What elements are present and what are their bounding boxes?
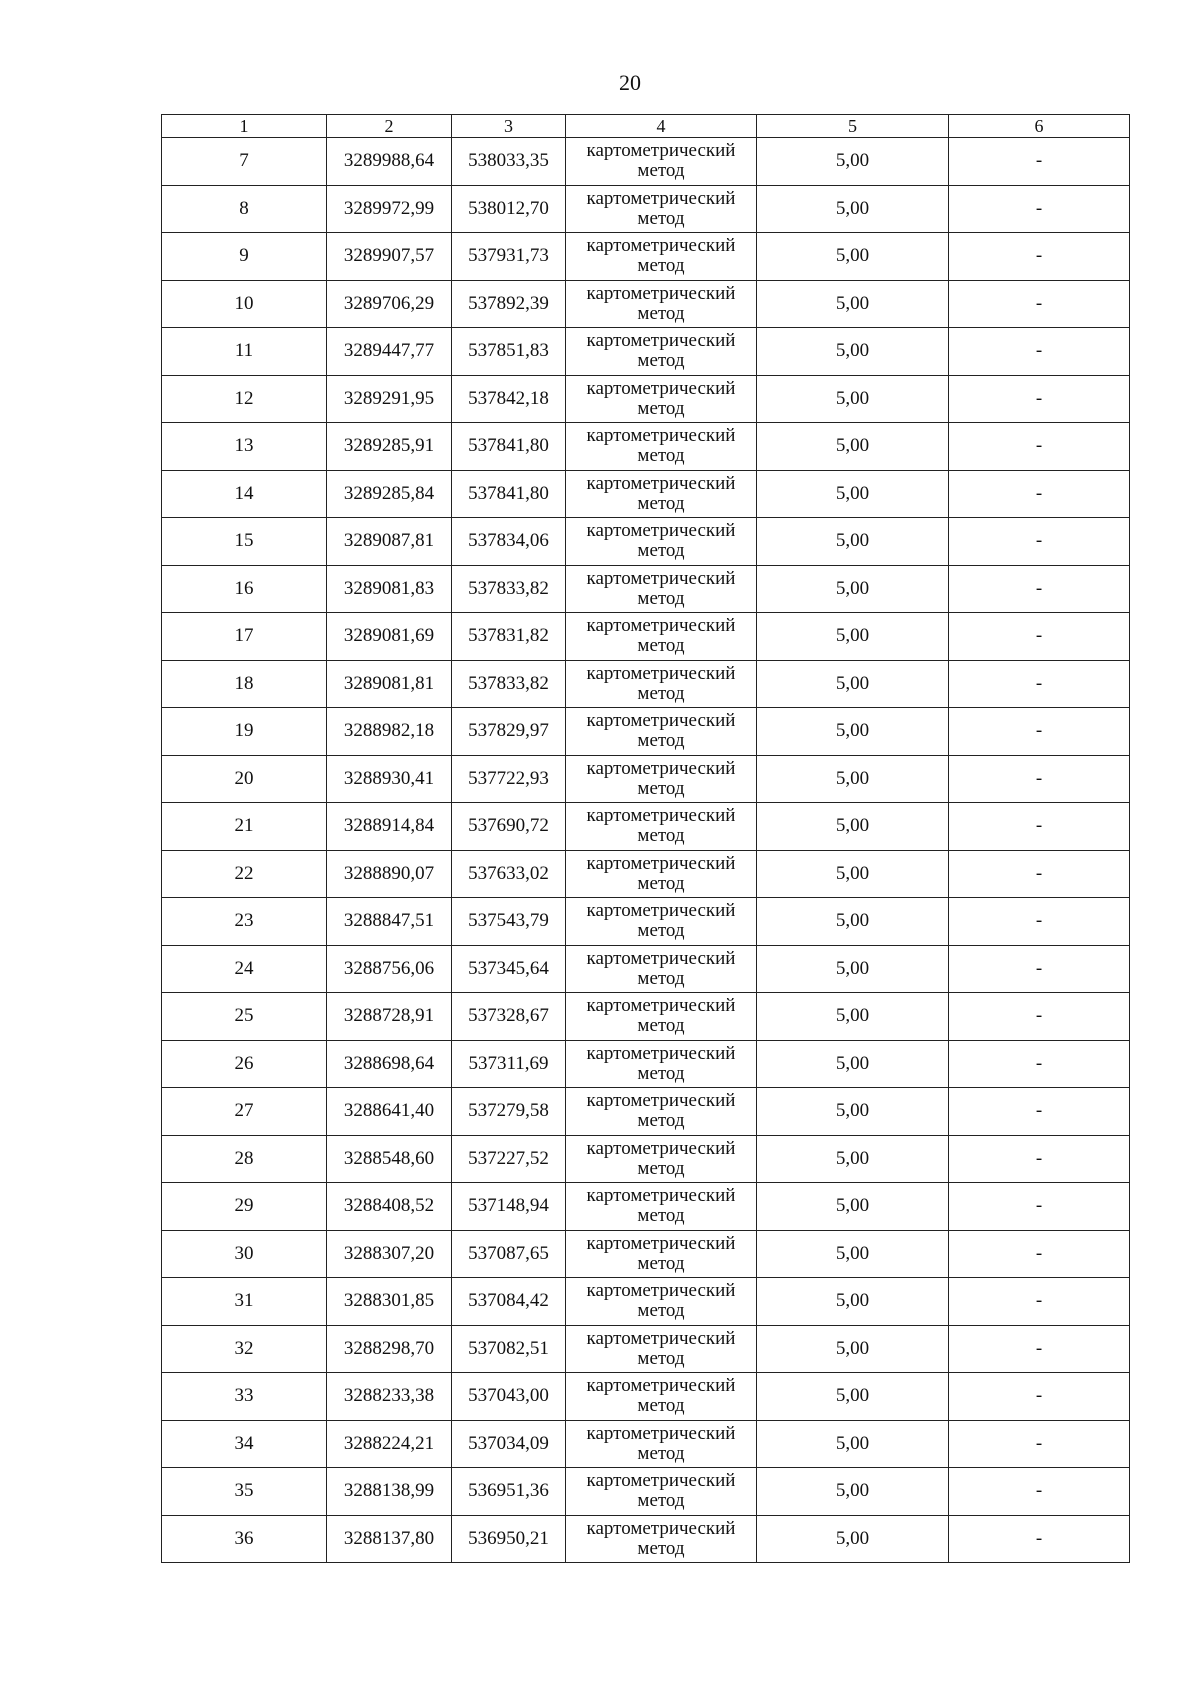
x-coordinate-cell: 3288756,06 [327,945,452,993]
method-line-2: метод [637,207,685,229]
method-cell [566,1373,757,1421]
method-cell [566,850,757,898]
point-number-cell: 14 [162,470,327,518]
accuracy-cell: 5,00 [757,185,949,233]
y-coordinate-cell: 536950,21 [452,1515,566,1563]
method-line-2: метод [637,160,685,182]
point-number-cell: 13 [162,423,327,471]
method-line-1: картометрический [586,852,736,874]
x-coordinate-cell: 3289291,95 [327,375,452,423]
x-coordinate-cell: 3289285,91 [327,423,452,471]
note-cell: - [949,233,1130,281]
method-line-1: картометрический [586,187,736,209]
table-row [162,1325,1130,1373]
column-header: 4 [566,115,757,138]
table-row [162,1373,1130,1421]
method-line-2: метод [637,1537,685,1559]
method-cell [566,470,757,518]
y-coordinate-cell: 537831,82 [452,613,566,661]
y-coordinate-cell: 537829,97 [452,708,566,756]
point-number-cell: 9 [162,233,327,281]
y-coordinate-cell: 537851,83 [452,328,566,376]
accuracy-cell: 5,00 [757,850,949,898]
x-coordinate-cell: 3288301,85 [327,1278,452,1326]
x-coordinate-cell: 3289081,83 [327,565,452,613]
method-line-2: метод [637,682,685,704]
method-line-1: картометрический [586,1375,736,1397]
accuracy-cell: 5,00 [757,613,949,661]
method-cell [566,613,757,661]
accuracy-cell: 5,00 [757,1088,949,1136]
note-cell: - [949,328,1130,376]
accuracy-cell: 5,00 [757,1040,949,1088]
method-cell [566,185,757,233]
method-line-2: метод [637,1442,685,1464]
accuracy-cell: 5,00 [757,565,949,613]
method-line-1: картометрический [586,1422,736,1444]
table-row [162,1278,1130,1326]
method-cell [566,1088,757,1136]
table-row [162,993,1130,1041]
note-cell: - [949,1230,1130,1278]
method-line-1: картометрический [586,235,736,257]
accuracy-cell: 5,00 [757,1373,949,1421]
method-cell [566,1468,757,1516]
method-line-2: метод [637,1300,685,1322]
table-row [162,1088,1130,1136]
accuracy-cell: 5,00 [757,1515,949,1563]
y-coordinate-cell: 537834,06 [452,518,566,566]
column-header: 2 [327,115,452,138]
method-line-1: картометрический [586,1517,736,1539]
y-coordinate-cell: 538033,35 [452,138,566,186]
method-line-2: метод [637,635,685,657]
method-line-1: картометрический [586,520,736,542]
x-coordinate-cell: 3288408,52 [327,1183,452,1231]
accuracy-cell: 5,00 [757,945,949,993]
accuracy-cell: 5,00 [757,518,949,566]
x-coordinate-cell: 3288914,84 [327,803,452,851]
point-number-cell: 8 [162,185,327,233]
method-line-2: метод [637,397,685,419]
x-coordinate-cell: 3289081,69 [327,613,452,661]
note-cell: - [949,1278,1130,1326]
note-cell: - [949,470,1130,518]
method-cell [566,1135,757,1183]
x-coordinate-cell: 3288641,40 [327,1088,452,1136]
method-line-2: метод [637,302,685,324]
column-header: 3 [452,115,566,138]
x-coordinate-cell: 3288233,38 [327,1373,452,1421]
method-line-1: картометрический [586,1232,736,1254]
point-number-cell: 23 [162,898,327,946]
accuracy-cell: 5,00 [757,470,949,518]
method-line-2: метод [637,872,685,894]
method-line-1: картометрический [586,995,736,1017]
note-cell: - [949,850,1130,898]
x-coordinate-cell: 3288728,91 [327,993,452,1041]
accuracy-cell: 5,00 [757,233,949,281]
method-line-2: метод [637,1015,685,1037]
accuracy-cell: 5,00 [757,1183,949,1231]
x-coordinate-cell: 3288138,99 [327,1468,452,1516]
method-cell [566,1420,757,1468]
method-cell [566,1230,757,1278]
page-number: 20 [619,70,641,95]
note-cell: - [949,613,1130,661]
accuracy-cell: 5,00 [757,803,949,851]
note-cell: - [949,945,1130,993]
table-row [162,328,1130,376]
table-row [162,708,1130,756]
y-coordinate-cell: 537034,09 [452,1420,566,1468]
note-cell: - [949,803,1130,851]
point-number-cell: 22 [162,850,327,898]
table-row [162,898,1130,946]
method-line-1: картометрический [586,900,736,922]
table-row [162,1420,1130,1468]
x-coordinate-cell: 3288137,80 [327,1515,452,1563]
accuracy-cell: 5,00 [757,1420,949,1468]
method-line-1: картометрический [586,1137,736,1159]
method-line-2: метод [637,730,685,752]
method-line-1: картометрический [586,757,736,779]
y-coordinate-cell: 537328,67 [452,993,566,1041]
point-number-cell: 17 [162,613,327,661]
table-row [162,755,1130,803]
x-coordinate-cell: 3288930,41 [327,755,452,803]
accuracy-cell: 5,00 [757,280,949,328]
y-coordinate-cell: 537833,82 [452,565,566,613]
accuracy-cell: 5,00 [757,660,949,708]
y-coordinate-cell: 537043,00 [452,1373,566,1421]
table-row [162,565,1130,613]
note-cell: - [949,1468,1130,1516]
accuracy-cell: 5,00 [757,138,949,186]
note-cell: - [949,185,1130,233]
x-coordinate-cell: 3288298,70 [327,1325,452,1373]
note-cell: - [949,565,1130,613]
y-coordinate-cell: 537722,93 [452,755,566,803]
y-coordinate-cell: 537087,65 [452,1230,566,1278]
method-line-2: метод [637,587,685,609]
note-cell: - [949,1420,1130,1468]
x-coordinate-cell: 3288982,18 [327,708,452,756]
accuracy-cell: 5,00 [757,423,949,471]
x-coordinate-cell: 3288890,07 [327,850,452,898]
point-number-cell: 31 [162,1278,327,1326]
table-row [162,1515,1130,1563]
method-cell [566,375,757,423]
method-line-1: картометрический [586,947,736,969]
method-line-1: картометрический [586,805,736,827]
method-line-2: метод [637,1205,685,1227]
x-coordinate-cell: 3289081,81 [327,660,452,708]
method-line-2: метод [637,1252,685,1274]
method-line-1: картометрический [586,567,736,589]
method-line-1: картометрический [586,282,736,304]
table-row [162,1183,1130,1231]
y-coordinate-cell: 537842,18 [452,375,566,423]
method-line-2: метод [637,920,685,942]
y-coordinate-cell: 537227,52 [452,1135,566,1183]
x-coordinate-cell: 3289706,29 [327,280,452,328]
table-row [162,375,1130,423]
method-line-2: метод [637,1395,685,1417]
note-cell: - [949,1183,1130,1231]
method-cell [566,423,757,471]
accuracy-cell: 5,00 [757,375,949,423]
point-number-cell: 11 [162,328,327,376]
point-number-cell: 10 [162,280,327,328]
table-body [162,115,1130,1563]
x-coordinate-cell: 3288698,64 [327,1040,452,1088]
note-cell: - [949,1373,1130,1421]
method-cell [566,755,757,803]
accuracy-cell: 5,00 [757,328,949,376]
point-number-cell: 33 [162,1373,327,1421]
point-number-cell: 34 [162,1420,327,1468]
y-coordinate-cell: 536951,36 [452,1468,566,1516]
method-line-2: метод [637,492,685,514]
accuracy-cell: 5,00 [757,898,949,946]
method-cell [566,945,757,993]
method-cell [566,565,757,613]
x-coordinate-cell: 3288847,51 [327,898,452,946]
x-coordinate-cell: 3289447,77 [327,328,452,376]
column-header: 6 [949,115,1130,138]
method-cell [566,660,757,708]
y-coordinate-cell: 537892,39 [452,280,566,328]
method-line-1: картометрический [586,662,736,684]
method-line-2: метод [637,1157,685,1179]
method-cell [566,993,757,1041]
point-number-cell: 27 [162,1088,327,1136]
accuracy-cell: 5,00 [757,1278,949,1326]
table-row [162,1230,1130,1278]
note-cell: - [949,1088,1130,1136]
method-cell [566,233,757,281]
point-number-cell: 35 [162,1468,327,1516]
method-cell [566,138,757,186]
x-coordinate-cell: 3288548,60 [327,1135,452,1183]
y-coordinate-cell: 537633,02 [452,850,566,898]
method-cell [566,803,757,851]
accuracy-cell: 5,00 [757,993,949,1041]
y-coordinate-cell: 537345,64 [452,945,566,993]
table-row [162,518,1130,566]
note-cell: - [949,138,1130,186]
table-row [162,945,1130,993]
point-number-cell: 20 [162,755,327,803]
method-line-2: метод [637,1490,685,1512]
method-cell [566,1040,757,1088]
method-line-1: картометрический [586,377,736,399]
method-cell [566,1278,757,1326]
note-cell: - [949,280,1130,328]
y-coordinate-cell: 537084,42 [452,1278,566,1326]
table-row [162,185,1130,233]
method-cell [566,280,757,328]
note-cell: - [949,898,1130,946]
table-row [162,423,1130,471]
accuracy-cell: 5,00 [757,1230,949,1278]
method-line-1: картометрический [586,472,736,494]
method-cell [566,1325,757,1373]
point-number-cell: 24 [162,945,327,993]
method-cell [566,518,757,566]
point-number-cell: 32 [162,1325,327,1373]
point-number-cell: 16 [162,565,327,613]
point-number-cell: 30 [162,1230,327,1278]
method-line-2: метод [637,1062,685,1084]
method-line-1: картометрический [586,425,736,447]
method-cell [566,1183,757,1231]
table-row [162,233,1130,281]
point-number-cell: 26 [162,1040,327,1088]
x-coordinate-cell: 3288224,21 [327,1420,452,1468]
note-cell: - [949,518,1130,566]
note-cell: - [949,1040,1130,1088]
table-row [162,613,1130,661]
method-line-1: картометрический [586,615,736,637]
column-header: 5 [757,115,949,138]
note-cell: - [949,660,1130,708]
column-header: 1 [162,115,327,138]
column-number-row [162,115,1130,138]
method-line-2: метод [637,825,685,847]
table-row [162,1468,1130,1516]
note-cell: - [949,1515,1130,1563]
x-coordinate-cell: 3289907,57 [327,233,452,281]
method-line-1: картометрический [586,1185,736,1207]
method-line-1: картометрический [586,1090,736,1112]
table-row [162,470,1130,518]
x-coordinate-cell: 3288307,20 [327,1230,452,1278]
coordinates-table [161,114,1130,1563]
method-cell [566,708,757,756]
table-row [162,660,1130,708]
accuracy-cell: 5,00 [757,708,949,756]
method-line-2: метод [637,350,685,372]
y-coordinate-cell: 537931,73 [452,233,566,281]
method-cell [566,1515,757,1563]
method-line-1: картометрический [586,140,736,162]
method-cell [566,328,757,376]
method-line-1: картометрический [586,1470,736,1492]
y-coordinate-cell: 537543,79 [452,898,566,946]
note-cell: - [949,375,1130,423]
y-coordinate-cell: 537841,80 [452,470,566,518]
note-cell: - [949,1135,1130,1183]
table-row [162,1040,1130,1088]
note-cell: - [949,1325,1130,1373]
point-number-cell: 21 [162,803,327,851]
method-line-1: картометрический [586,710,736,732]
point-number-cell: 7 [162,138,327,186]
method-line-1: картометрический [586,1280,736,1302]
y-coordinate-cell: 537841,80 [452,423,566,471]
point-number-cell: 18 [162,660,327,708]
y-coordinate-cell: 537082,51 [452,1325,566,1373]
y-coordinate-cell: 537279,58 [452,1088,566,1136]
x-coordinate-cell: 3289988,64 [327,138,452,186]
y-coordinate-cell: 537148,94 [452,1183,566,1231]
x-coordinate-cell: 3289972,99 [327,185,452,233]
method-line-1: картометрический [586,1042,736,1064]
note-cell: - [949,423,1130,471]
accuracy-cell: 5,00 [757,1325,949,1373]
table-row [162,803,1130,851]
note-cell: - [949,993,1130,1041]
y-coordinate-cell: 537833,82 [452,660,566,708]
point-number-cell: 15 [162,518,327,566]
y-coordinate-cell: 538012,70 [452,185,566,233]
point-number-cell: 36 [162,1515,327,1563]
table-row [162,280,1130,328]
method-line-2: метод [637,255,685,277]
accuracy-cell: 5,00 [757,755,949,803]
table-row [162,1135,1130,1183]
x-coordinate-cell: 3289285,84 [327,470,452,518]
point-number-cell: 28 [162,1135,327,1183]
y-coordinate-cell: 537690,72 [452,803,566,851]
point-number-cell: 12 [162,375,327,423]
accuracy-cell: 5,00 [757,1135,949,1183]
point-number-cell: 25 [162,993,327,1041]
method-line-2: метод [637,967,685,989]
x-coordinate-cell: 3289087,81 [327,518,452,566]
accuracy-cell: 5,00 [757,1468,949,1516]
method-line-2: метод [637,540,685,562]
method-line-2: метод [637,445,685,467]
point-number-cell: 29 [162,1183,327,1231]
method-line-1: картометрический [586,330,736,352]
note-cell: - [949,755,1130,803]
method-cell [566,898,757,946]
method-line-1: картометрический [586,1327,736,1349]
table-row [162,850,1130,898]
method-line-2: метод [637,777,685,799]
point-number-cell: 19 [162,708,327,756]
method-line-2: метод [637,1110,685,1132]
method-line-2: метод [637,1347,685,1369]
note-cell: - [949,708,1130,756]
y-coordinate-cell: 537311,69 [452,1040,566,1088]
table-row [162,138,1130,186]
